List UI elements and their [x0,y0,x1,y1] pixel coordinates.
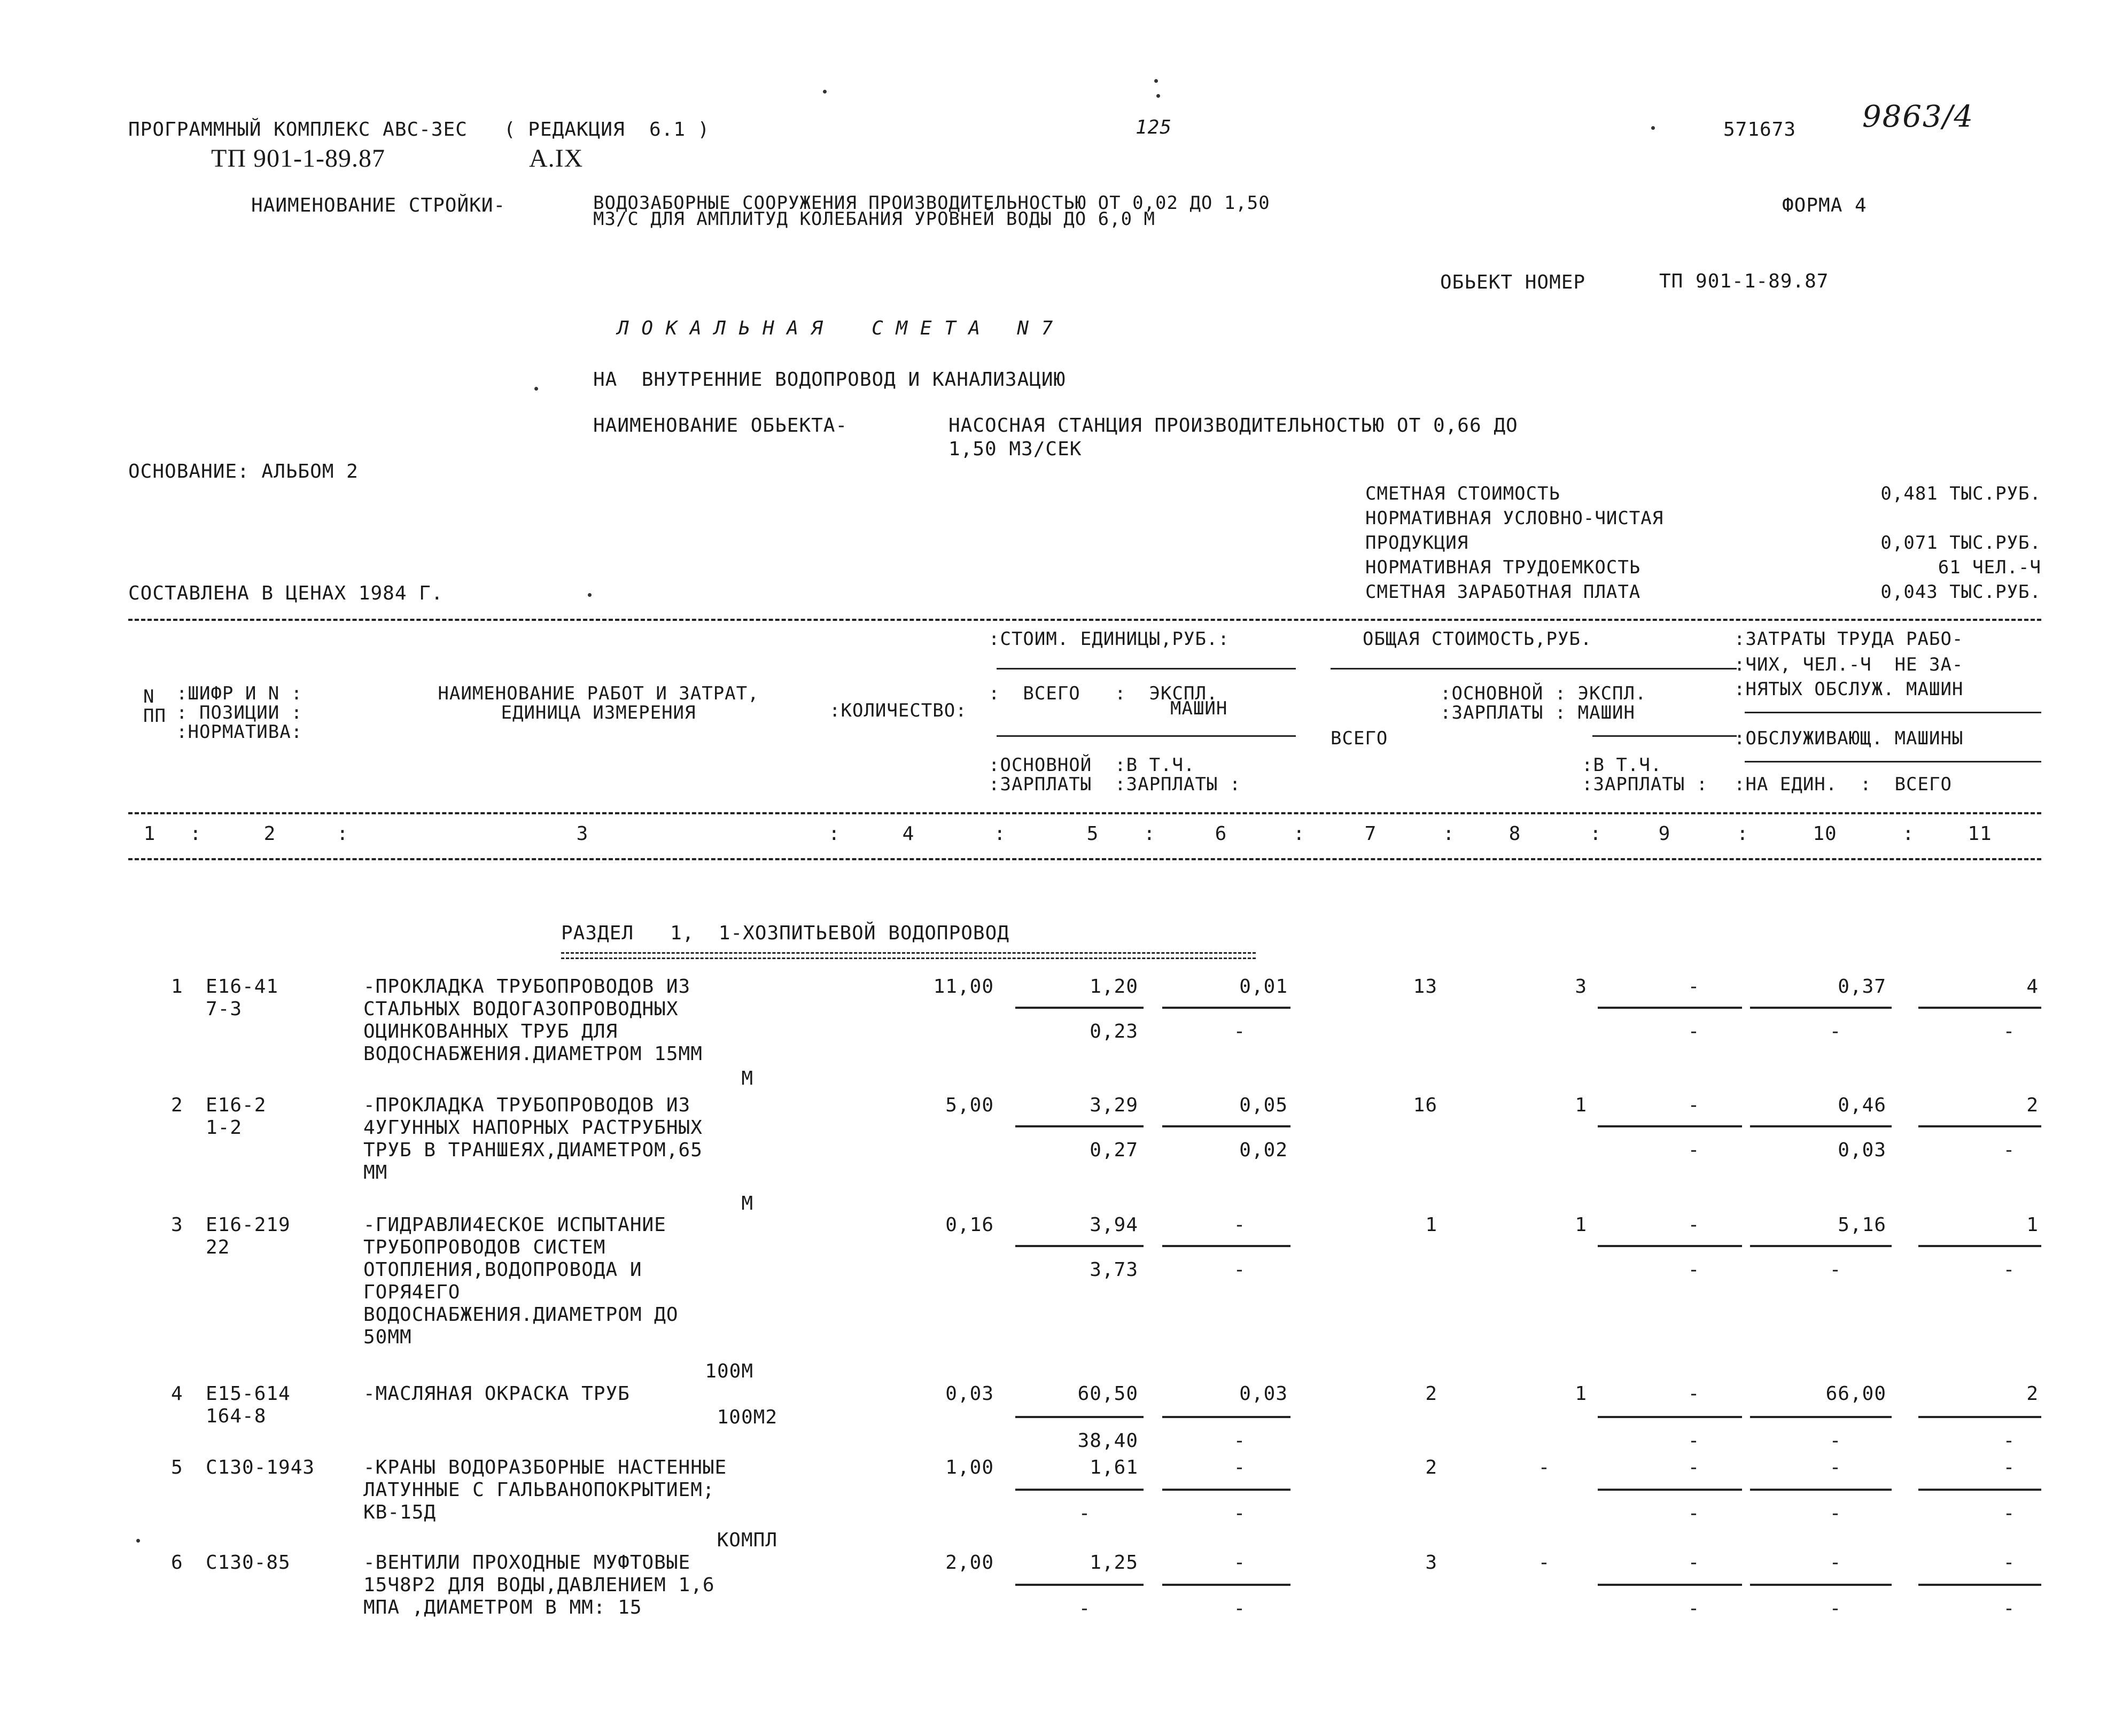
row-labor-unit: 66,00 [1825,1383,1886,1405]
row-sum-machines: - [1688,976,1700,998]
row-sum-machine-wages: - [1688,1598,1700,1620]
row-quantity: 2,00 [945,1552,994,1574]
row-sum-wages: - [1538,1457,1551,1478]
row-quantity: 0,03 [945,1383,994,1405]
row-code: Е16-41 7-3 [206,976,279,1020]
row-unit: 100М2 [717,1406,777,1428]
row-labor-unit: - [1829,1552,1842,1574]
scan-speck [136,1539,140,1543]
header-unit-wages-2: :ЗАРПЛАТЫ :ЗАРПЛАТЫ : [989,774,1241,795]
scan-speck [1154,79,1158,83]
row-unit: М [741,1193,753,1215]
header-unit-cost: :СТОИМ. ЕДИНИЦЫ,РУБ.: [989,628,1230,650]
header-rule [997,735,1296,737]
row-labor-total-service: - [2003,1503,2016,1524]
row-labor-total-service: - [2003,1430,2016,1452]
row-unit-machines: 0,03 [1239,1383,1288,1405]
row-unit-total: 1,25 [1090,1552,1138,1574]
header-rule [1331,668,1737,670]
row-sum-wages: - [1538,1552,1551,1574]
column-number: 8 [1509,823,1521,845]
section-underline [561,952,1256,954]
header-rule [1592,735,1737,737]
row-sum-total: 13 [1413,976,1437,998]
row-sum-machines: - [1688,1383,1700,1405]
row-unit-wages: 0,23 [1090,1021,1138,1042]
row-unit-machine-wages: - [1233,1259,1246,1281]
object-name-label: НАИМЕНОВАНИЕ ОБЬЕКТА- [593,415,848,437]
row-labor-total: - [2003,1552,2016,1574]
row-labor-total-service: - [2003,1139,2016,1161]
row-sum-machine-wages: - [1688,1430,1700,1452]
row-unit: 100М [705,1360,753,1382]
row-labor-unit-service: - [1829,1503,1842,1524]
row-name: -ГИДРАВЛИ4ЕСКОЕ ИСПЫТАНИЕ ТРУБОПРОВОДОВ СИСТЕМ ОТОПЛЕНИЯ,ВОДОПРОВОДА И ГОРЯ4ЕГО ВОДОСНАБЖЕНИЯ.ДИАМЕТРОМ ДО 50ММ [363,1214,679,1348]
header-col-number: N ПП [143,686,166,727]
row-unit-machines: - [1233,1214,1246,1236]
header-unit-wages: :ОСНОВНОЙ :В Т.Ч. [989,754,1195,776]
row-unit-machine-wages: - [1233,1021,1246,1042]
row-labor-unit-service: - [1829,1430,1842,1452]
row-number: 3 [171,1214,183,1236]
row-labor-total-service: - [2003,1021,2016,1042]
row-sum-wages: 1 [1575,1214,1587,1236]
row-unit-machine-wages: - [1233,1430,1246,1452]
row-sum-total: 2 [1425,1457,1437,1478]
section-underline [561,957,1256,959]
row-labor-total: 4 [2026,976,2039,998]
row-labor-unit-service: 0,03 [1838,1139,1886,1161]
row-sum-total: 2 [1425,1383,1437,1405]
summary-value: 0,071 ТЫС.РУБ. [1880,532,2041,554]
column-number: 9 [1658,823,1671,845]
row-unit-machine-wages: 0,02 [1239,1139,1288,1161]
row-sum-machine-wages: - [1688,1503,1700,1524]
form-label: ФОРМА 4 [1782,194,1867,216]
header-labor-3: :НЯТЫХ ОБСЛУЖ. МАШИН [1734,679,1964,700]
row-labor-unit-service: - [1829,1021,1842,1042]
summary-value: 0,481 ТЫС.РУБ. [1880,483,2041,504]
row-sum-machine-wages: - [1688,1259,1700,1281]
row-labor-total: 2 [2026,1383,2039,1405]
scan-speck [1651,126,1655,130]
row-unit-wages: 0,27 [1090,1139,1138,1161]
row-labor-total-service: - [2003,1598,2016,1620]
summary-label: НОРМАТИВНАЯ ТРУДОЕМКОСТЬ [1365,557,1641,578]
estimate-title: Л О К А Л Ь Н А Я С М Е Т А N 7 [617,317,1054,339]
row-sum-total: 16 [1413,1094,1437,1116]
row-labor-unit: 5,16 [1838,1214,1886,1236]
object-number-label: ОБЬЕКТ НОМЕР [1440,271,1586,293]
section-title: РАЗДЕЛ 1, 1-ХОЗПИТЬЕВОЙ ВОДОПРОВОД [561,922,1009,944]
header-labor-1: :ЗАТРАТЫ ТРУДА РАБО- [1734,628,1964,650]
basis: ОСНОВАНИЕ: АЛЬБОМ 2 [128,461,359,482]
summary-label: СМЕТНАЯ ЗАРАБОТНАЯ ПЛАТА [1365,581,1641,603]
row-unit-total: 3,94 [1090,1214,1138,1236]
row-labor-unit: - [1829,1457,1842,1478]
row-unit: КОМПЛ [717,1529,777,1551]
header-rule [997,668,1296,670]
row-sum-machine-wages: - [1688,1021,1700,1042]
summary-label: НОРМАТИВНАЯ УСЛОВНО-ЧИСТАЯ [1365,508,1664,529]
header-total-base-2: :ЗАРПЛАТЫ : МАШИН [1440,702,1635,723]
estimate-subtitle: НА ВНУТРЕННИЕ ВОДОПРОВОД И КАНАЛИЗАЦИЮ [593,369,1066,391]
column-number: 6 [1215,823,1227,845]
column-number: 11 [1968,823,1992,845]
header-bottom-rule [128,812,2041,814]
row-name: -ВЕНТИЛИ ПРОХОДНЫЕ МУФТОВЫЕ 15Ч8Р2 ДЛЯ ВОДЫ,ДАВЛЕНИЕМ 1,6 МПА ,ДИАМЕТРОМ В ММ: 15 [363,1552,715,1618]
album-code: А.IX [529,144,584,173]
row-sum-machines: - [1688,1214,1700,1236]
row-sum-machines: - [1688,1094,1700,1116]
row-name: -КРАНЫ ВОДОРАЗБОРНЫЕ НАСТЕННЫЕ ЛАТУННЫЕ С ГАЛЬВАНОПОКРЫТИЕМ; КВ-15Д [363,1457,727,1523]
header-unit-machines: МАШИН [1170,698,1228,719]
row-unit-machine-wages: - [1233,1503,1246,1524]
row-number: 4 [171,1383,183,1405]
row-name: -ПРОКЛАДКА ТРУБОПРОВОДОВ ИЗ 4УГУННЫХ НАПОРНЫХ РАСТРУБНЫХ ТРУБ В ТРАНШЕЯХ,ДИАМЕТРОМ,65 ММ [363,1094,703,1184]
row-quantity: 11,00 [933,976,994,998]
row-number: 1 [171,976,183,998]
row-code: Е16-2 1-2 [206,1094,267,1139]
column-number: 4 [902,823,915,845]
row-name: -ПРОКЛАДКА ТРУБОПРОВОДОВ ИЗ СТАЛЬНЫХ ВОДОГАЗОПРОВОДНЫХ ОЦИНКОВАННЫХ ТРУБ ДЛЯ ВОДОСНАБЖЕНИЯ.ДИАМЕТРОМ 15ММ [363,976,703,1065]
header-total-incl-2: :ЗАРПЛАТЫ : [1582,774,1708,795]
row-sum-machines: - [1688,1457,1700,1478]
object-name-line-1: НАСОСНАЯ СТАНЦИЯ ПРОИЗВОДИТЕЛЬНОСТЬЮ ОТ 0,66 ДО [948,415,1518,437]
document-number: 571673 [1723,119,1797,141]
scan-speck [588,593,592,597]
row-code: С130-85 [206,1552,291,1574]
row-code: Е16-219 22 [206,1214,291,1258]
row-name: -МАСЛЯНАЯ ОКРАСКА ТРУБ [363,1383,630,1405]
summary-label: СМЕТНАЯ СТОИМОСТЬ [1365,483,1560,504]
row-sum-wages: 3 [1575,976,1587,998]
row-unit-machines: 0,01 [1239,976,1288,998]
row-labor-unit: 0,37 [1838,976,1886,998]
header-rule [1745,712,2041,713]
scan-speck [1156,94,1160,98]
header-total-all: ВСЕГО [1331,728,1388,749]
header-rule [1745,761,2041,762]
column-number: 2 [263,823,276,845]
construction-line-1: ВОДОЗАБОРНЫЕ СООРУЖЕНИЯ ПРОИЗВОДИТЕЛЬНОСТЬЮ ОТ 0,02 ДО 1,50 [593,192,1270,214]
row-unit-total: 1,61 [1090,1457,1138,1478]
row-labor-unit-service: - [1829,1598,1842,1620]
row-sum-wages: 1 [1575,1383,1587,1405]
row-unit-machine-wages: - [1233,1598,1246,1620]
row-labor-unit: 0,46 [1838,1094,1886,1116]
row-sum-machines: - [1688,1552,1700,1574]
row-unit: М [741,1068,753,1089]
header-total-base: :ОСНОВНОЙ : ЭКСПЛ. [1440,683,1647,704]
row-number: 2 [171,1094,183,1116]
column-number: 10 [1813,823,1837,845]
row-unit-wages: 3,73 [1090,1259,1138,1281]
header-col-code: :ШИФР И N : : ПОЗИЦИИ : :НОРМАТИВА: [176,683,303,743]
row-unit-wages: 38,40 [1077,1430,1138,1452]
header-total-incl: :В Т.Ч. [1582,754,1662,776]
object-name-line-2: 1,50 М3/СЕК [948,438,1082,460]
scan-speck [823,90,827,94]
row-labor-total: 2 [2026,1094,2039,1116]
header-total-cost: ОБЩАЯ СТОИМОСТЬ,РУБ. [1363,628,1592,650]
row-sum-wages: 1 [1575,1094,1587,1116]
header-labor-4: :ОБСЛУЖИВАЮЩ. МАШИНЫ [1734,728,1964,749]
project-code: ТП 901-1-89.87 [211,144,385,173]
page-number: 125 [1136,116,1172,138]
column-number: 5 [1086,823,1099,845]
row-unit-total: 1,20 [1090,976,1138,998]
row-labor-unit-service: - [1829,1259,1842,1281]
column-numbers-rule [128,858,2041,860]
program-line: ПРОГРАММНЫЙ КОМПЛЕКС АВС-3ЕС ( РЕДАКЦИЯ 6.1 ) [128,119,710,141]
construction-line-2: М3/С ДЛЯ АМПЛИТУД КОЛЕБАНИЯ УРОВНЕЙ ВОДЫ ДО 6,0 М [593,208,1156,230]
row-number: 5 [171,1457,183,1478]
column-number: 3 [576,823,589,845]
row-quantity: 0,16 [945,1214,994,1236]
row-unit-machines: - [1233,1552,1246,1574]
row-labor-total-service: - [2003,1259,2016,1281]
header-col-name: НАИМЕНОВАНИЕ РАБОТ И ЗАТРАТ, ЕДИНИЦА ИЗМЕРЕНИЯ [438,683,759,723]
header-unit-total: : ВСЕГО : ЭКСПЛ. [989,683,1218,704]
summary-label: ПРОДУКЦИЯ [1365,532,1469,554]
row-unit-wages: - [1078,1503,1091,1524]
row-labor-total: 1 [2026,1214,2039,1236]
row-sum-total: 1 [1425,1214,1437,1236]
row-unit-total: 60,50 [1077,1383,1138,1405]
column-number: 1 [143,823,156,845]
summary-value: 0,043 ТЫС.РУБ. [1880,581,2041,603]
row-code: Е15-614 164-8 [206,1383,291,1427]
header-labor-2: :ЧИХ, ЧЕЛ.-Ч НЕ ЗА- [1734,654,1964,675]
handwritten-number: 9863/4 [1862,99,1974,134]
table-top-rule [128,619,2041,621]
row-code: С130-1943 [206,1457,315,1478]
row-unit-machines: - [1233,1457,1246,1478]
row-sum-total: 3 [1425,1552,1437,1574]
row-quantity: 1,00 [945,1457,994,1478]
construction-label: НАИМЕНОВАНИЕ СТРОЙКИ- [251,194,506,216]
row-unit-machines: 0,05 [1239,1094,1288,1116]
object-number: ТП 901-1-89.87 [1659,270,1829,292]
column-number: 7 [1364,823,1377,845]
header-labor-5: :НА ЕДИН. : ВСЕГО [1734,774,1952,795]
row-unit-wages: - [1078,1598,1091,1620]
row-number: 6 [171,1552,183,1574]
summary-value: 61 ЧЕЛ.-Ч [1938,557,2041,578]
row-quantity: 5,00 [945,1094,994,1116]
prices-year: СОСТАВЛЕНА В ЦЕНАХ 1984 Г. [128,582,444,604]
row-labor-total: - [2003,1457,2016,1478]
scan-speck [534,387,538,391]
row-sum-machine-wages: - [1688,1139,1700,1161]
row-unit-total: 3,29 [1090,1094,1138,1116]
header-col-quantity: :КОЛИЧЕСТВО: [829,700,967,721]
